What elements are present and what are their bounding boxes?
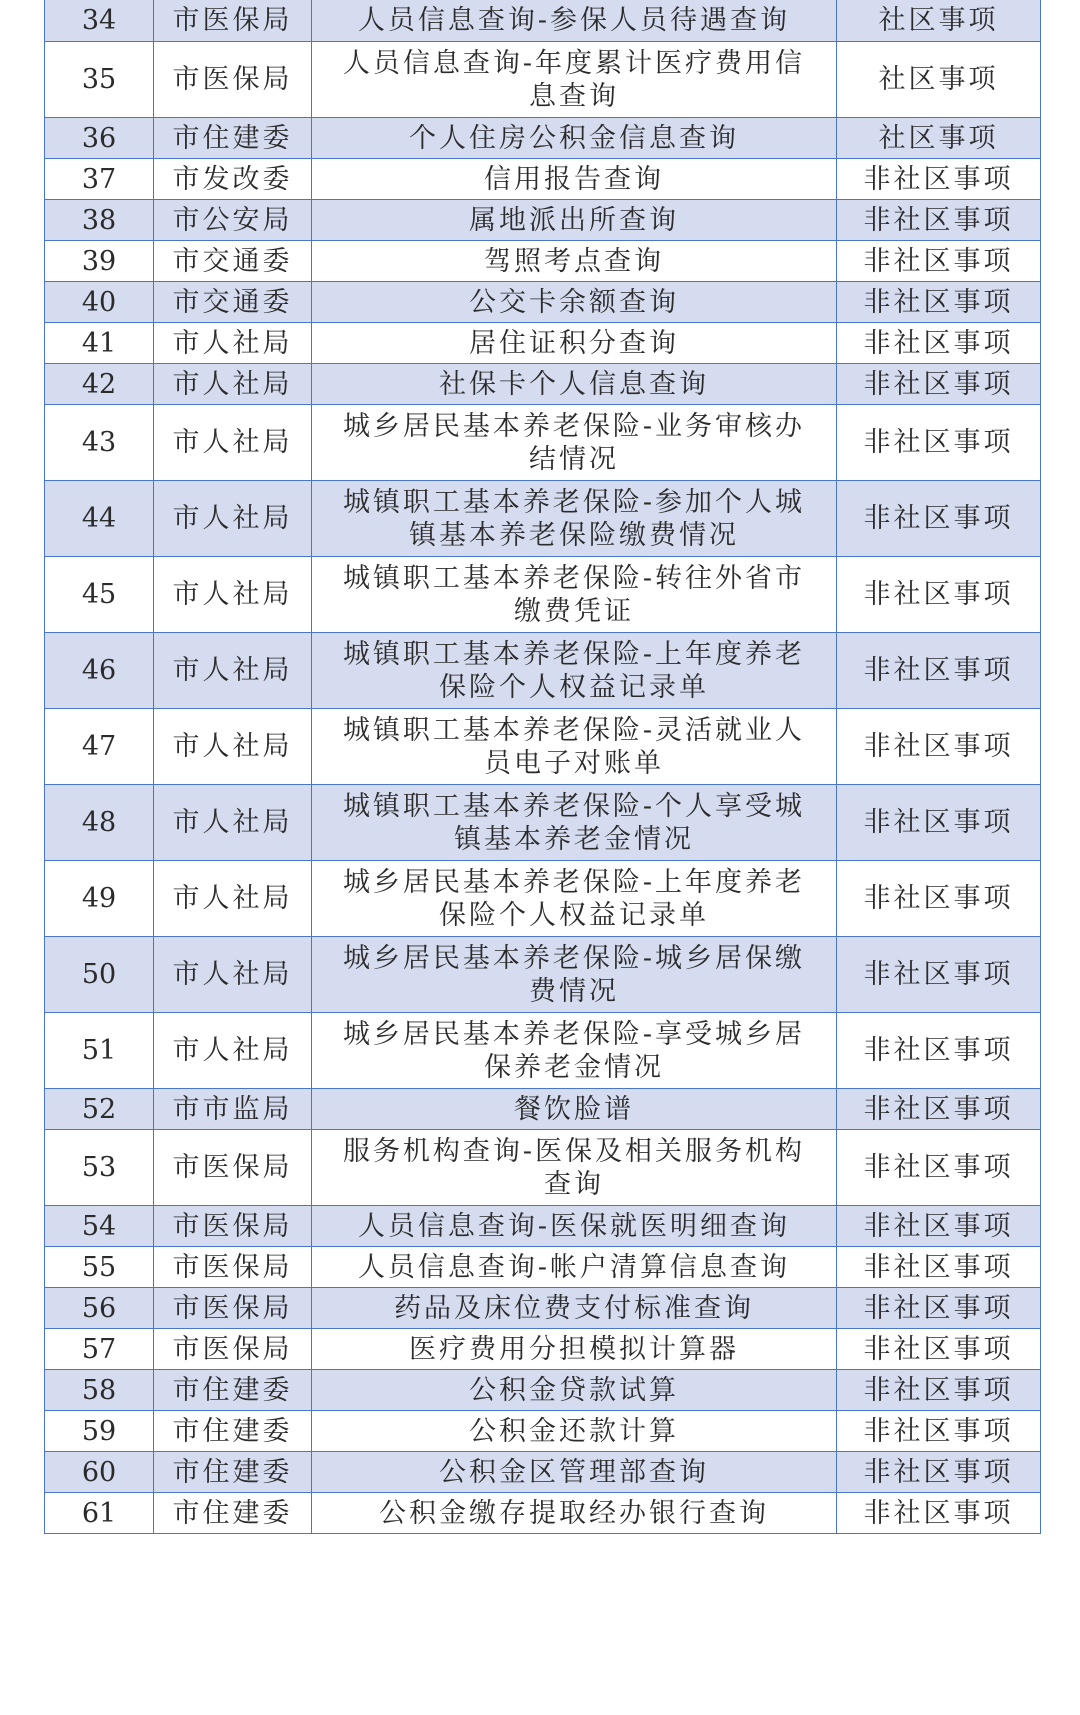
item-type-cell: 非社区事项	[837, 1089, 1041, 1130]
row-number-cell: 58	[45, 1370, 154, 1411]
row-number-cell: 47	[45, 709, 154, 785]
item-type-cell: 非社区事项	[837, 709, 1041, 785]
row-number-cell: 50	[45, 937, 154, 1013]
table-row	[45, 200, 1041, 241]
row-number-cell: 46	[45, 633, 154, 709]
department-cell: 市医保局	[154, 42, 312, 118]
service-items-table	[44, 0, 1041, 1534]
department-cell: 市交通委	[154, 241, 312, 282]
item-type-cell: 社区事项	[837, 0, 1041, 42]
item-type-cell: 非社区事项	[837, 937, 1041, 1013]
item-type-cell: 非社区事项	[837, 282, 1041, 323]
service-item-cell: 城镇职工基本养老保险-个人享受城镇基本养老金情况	[312, 785, 837, 861]
table-row	[45, 0, 1041, 42]
service-item-cell: 公交卡余额查询	[312, 282, 837, 323]
item-type-cell: 非社区事项	[837, 364, 1041, 405]
table-row	[45, 1089, 1041, 1130]
row-number-cell: 51	[45, 1013, 154, 1089]
department-cell: 市人社局	[154, 709, 312, 785]
service-item-cell: 公积金区管理部查询	[312, 1452, 837, 1493]
department-cell: 市医保局	[154, 1247, 312, 1288]
service-item-cell: 药品及床位费支付标准查询	[312, 1288, 837, 1329]
service-item-cell: 城乡居民基本养老保险-城乡居保缴费情况	[312, 937, 837, 1013]
table-row	[45, 118, 1041, 159]
service-item-cell: 人员信息查询-帐户清算信息查询	[312, 1247, 837, 1288]
department-cell: 市医保局	[154, 1329, 312, 1370]
department-cell: 市医保局	[154, 1288, 312, 1329]
row-number-cell: 37	[45, 159, 154, 200]
department-cell: 市人社局	[154, 364, 312, 405]
service-item-cell: 城乡居民基本养老保险-业务审核办结情况	[312, 405, 837, 481]
table-row	[45, 42, 1041, 118]
item-type-cell: 社区事项	[837, 118, 1041, 159]
row-number-cell: 34	[45, 0, 154, 42]
item-type-cell: 非社区事项	[837, 1329, 1041, 1370]
department-cell: 市人社局	[154, 481, 312, 557]
item-type-cell: 非社区事项	[837, 785, 1041, 861]
table-row	[45, 405, 1041, 481]
row-number-cell: 48	[45, 785, 154, 861]
table-row	[45, 633, 1041, 709]
service-item-cell: 公积金还款计算	[312, 1411, 837, 1452]
row-number-cell: 38	[45, 200, 154, 241]
service-item-cell: 个人住房公积金信息查询	[312, 118, 837, 159]
item-type-cell: 非社区事项	[837, 200, 1041, 241]
service-item-cell: 信用报告查询	[312, 159, 837, 200]
service-item-cell: 公积金缴存提取经办银行查询	[312, 1493, 837, 1534]
table-row	[45, 1130, 1041, 1206]
service-item-cell: 公积金贷款试算	[312, 1370, 837, 1411]
row-number-cell: 40	[45, 282, 154, 323]
service-item-cell: 城镇职工基本养老保险-灵活就业人员电子对账单	[312, 709, 837, 785]
item-type-cell: 非社区事项	[837, 1013, 1041, 1089]
table-row	[45, 323, 1041, 364]
department-cell: 市住建委	[154, 118, 312, 159]
table-row	[45, 364, 1041, 405]
item-type-cell: 非社区事项	[837, 481, 1041, 557]
service-item-cell: 居住证积分查询	[312, 323, 837, 364]
service-item-cell: 人员信息查询-医保就医明细查询	[312, 1206, 837, 1247]
department-cell: 市住建委	[154, 1493, 312, 1534]
table-row	[45, 1288, 1041, 1329]
table-row	[45, 1329, 1041, 1370]
department-cell: 市住建委	[154, 1411, 312, 1452]
department-cell: 市人社局	[154, 405, 312, 481]
service-item-cell: 社保卡个人信息查询	[312, 364, 837, 405]
row-number-cell: 39	[45, 241, 154, 282]
row-number-cell: 43	[45, 405, 154, 481]
item-type-cell: 非社区事项	[837, 1493, 1041, 1534]
department-cell: 市人社局	[154, 937, 312, 1013]
row-number-cell: 45	[45, 557, 154, 633]
service-item-cell: 城镇职工基本养老保险-上年度养老保险个人权益记录单	[312, 633, 837, 709]
table-row	[45, 282, 1041, 323]
row-number-cell: 53	[45, 1130, 154, 1206]
department-cell: 市市监局	[154, 1089, 312, 1130]
service-item-cell: 驾照考点查询	[312, 241, 837, 282]
department-cell: 市发改委	[154, 159, 312, 200]
item-type-cell: 非社区事项	[837, 1370, 1041, 1411]
row-number-cell: 60	[45, 1452, 154, 1493]
table-row	[45, 481, 1041, 557]
department-cell: 市人社局	[154, 323, 312, 364]
row-number-cell: 49	[45, 861, 154, 937]
row-number-cell: 44	[45, 481, 154, 557]
department-cell: 市住建委	[154, 1452, 312, 1493]
service-item-cell: 医疗费用分担模拟计算器	[312, 1329, 837, 1370]
service-item-cell: 人员信息查询-参保人员待遇查询	[312, 0, 837, 42]
table-row	[45, 241, 1041, 282]
row-number-cell: 41	[45, 323, 154, 364]
table-row	[45, 1411, 1041, 1452]
item-type-cell: 非社区事项	[837, 633, 1041, 709]
item-type-cell: 非社区事项	[837, 1452, 1041, 1493]
row-number-cell: 35	[45, 42, 154, 118]
row-number-cell: 52	[45, 1089, 154, 1130]
table-row	[45, 1493, 1041, 1534]
department-cell: 市人社局	[154, 633, 312, 709]
item-type-cell: 非社区事项	[837, 323, 1041, 364]
department-cell: 市人社局	[154, 785, 312, 861]
department-cell: 市人社局	[154, 557, 312, 633]
service-item-cell: 服务机构查询-医保及相关服务机构查询	[312, 1130, 837, 1206]
table-row	[45, 1013, 1041, 1089]
row-number-cell: 55	[45, 1247, 154, 1288]
item-type-cell: 非社区事项	[837, 557, 1041, 633]
row-number-cell: 54	[45, 1206, 154, 1247]
department-cell: 市人社局	[154, 1013, 312, 1089]
table-row	[45, 1206, 1041, 1247]
item-type-cell: 非社区事项	[837, 405, 1041, 481]
service-item-cell: 餐饮脸谱	[312, 1089, 837, 1130]
department-cell: 市医保局	[154, 0, 312, 42]
table-row	[45, 1370, 1041, 1411]
item-type-cell: 非社区事项	[837, 1288, 1041, 1329]
item-type-cell: 非社区事项	[837, 1206, 1041, 1247]
item-type-cell: 非社区事项	[837, 1411, 1041, 1452]
row-number-cell: 36	[45, 118, 154, 159]
item-type-cell: 非社区事项	[837, 861, 1041, 937]
service-item-cell: 城乡居民基本养老保险-上年度养老保险个人权益记录单	[312, 861, 837, 937]
table-body	[45, 0, 1041, 1534]
table-row	[45, 159, 1041, 200]
item-type-cell: 非社区事项	[837, 241, 1041, 282]
table-row	[45, 861, 1041, 937]
department-cell: 市住建委	[154, 1370, 312, 1411]
table-row	[45, 557, 1041, 633]
row-number-cell: 59	[45, 1411, 154, 1452]
service-item-cell: 人员信息查询-年度累计医疗费用信息查询	[312, 42, 837, 118]
table-row	[45, 785, 1041, 861]
item-type-cell: 非社区事项	[837, 159, 1041, 200]
department-cell: 市人社局	[154, 861, 312, 937]
table-row	[45, 937, 1041, 1013]
item-type-cell: 非社区事项	[837, 1130, 1041, 1206]
table-row	[45, 709, 1041, 785]
table-row	[45, 1247, 1041, 1288]
row-number-cell: 57	[45, 1329, 154, 1370]
service-item-cell: 城镇职工基本养老保险-转往外省市缴费凭证	[312, 557, 837, 633]
department-cell: 市交通委	[154, 282, 312, 323]
department-cell: 市公安局	[154, 200, 312, 241]
item-type-cell: 社区事项	[837, 42, 1041, 118]
table-row	[45, 1452, 1041, 1493]
service-item-cell: 属地派出所查询	[312, 200, 837, 241]
department-cell: 市医保局	[154, 1130, 312, 1206]
service-item-cell: 城乡居民基本养老保险-享受城乡居保养老金情况	[312, 1013, 837, 1089]
item-type-cell: 非社区事项	[837, 1247, 1041, 1288]
row-number-cell: 61	[45, 1493, 154, 1534]
row-number-cell: 42	[45, 364, 154, 405]
service-item-cell: 城镇职工基本养老保险-参加个人城镇基本养老保险缴费情况	[312, 481, 837, 557]
department-cell: 市医保局	[154, 1206, 312, 1247]
row-number-cell: 56	[45, 1288, 154, 1329]
